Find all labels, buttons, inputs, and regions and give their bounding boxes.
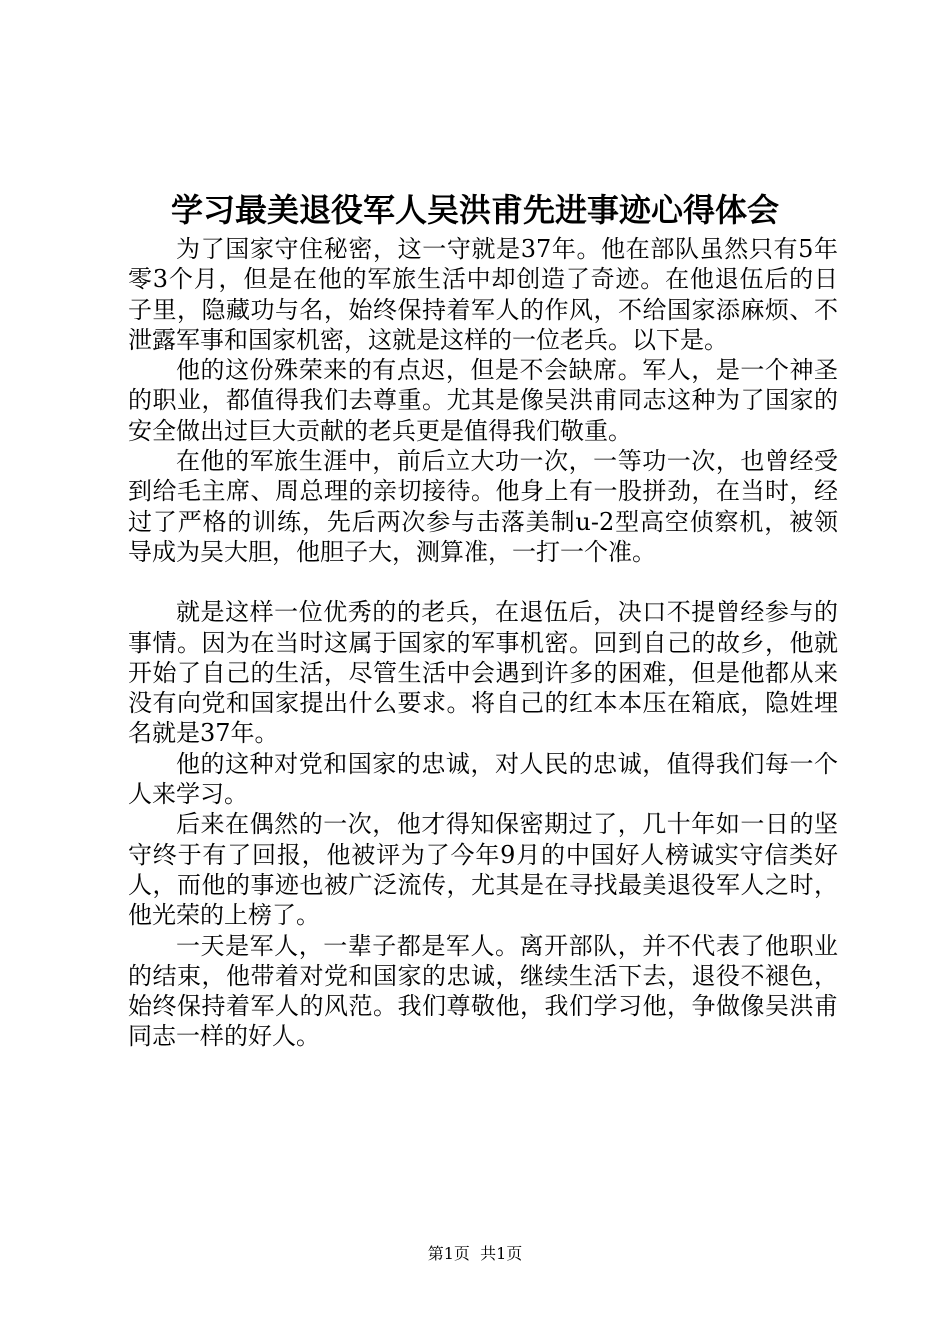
paragraph: 在他的军旅生涯中，前后立大功一次，一等功一次，也曾经受到给毛主席、周总理的亲切接待。他身上有一股拼劲，在当时，经过了严格的训练，先后两次参与击落美制u-2型高空侦察机，被领导成为吴大胆，他胆子大，测算准，一打一个准。: [128, 447, 838, 566]
document-title: 学习最美退役军人吴洪甫先进事迹心得体会: [170, 191, 779, 229]
paragraph: 他的这份殊荣来的有点迟，但是不会缺席。军人，是一个神圣的职业，都值得我们去尊重。尤其是像吴洪甫同志这种为了国家的安全做出过巨大贡献的老兵更是值得我们敬重。: [128, 356, 838, 445]
page-footer: [0, 1244, 950, 1264]
paragraph: 后来在偶然的一次，他才得知保密期过了，几十年如一日的坚守终于有了回报，他被评为了今年9月的中国好人榜诚实守信类好人，而他的事迹也被广泛流传，尤其是在寻找最美退役军人之时，他光荣的上榜了。: [128, 810, 838, 930]
paragraph: 一天是军人，一辈子都是军人。离开部队，并不代表了他职业的结束，他带着对党和国家的忠诚，继续生活下去，退役不褪色，始终保持着军人的风范。我们尊敬他，我们学习他，争做像吴洪甫同志一样的好人。: [128, 931, 838, 1051]
paragraph: 就是这样一位优秀的的老兵，在退伍后，决口不提曾经参与的事情。因为在当时这属于国家的军事机密。回到自己的故乡，他就开始了自己的生活，尽管生活中会遇到许多的困难，但是他都从来没有向党和国家提出什么要求。将自己的红本本压在箱底，隐姓埋名就是37年。: [128, 598, 838, 748]
paragraph: 他的这种对党和国家的忠诚，对人民的忠诚，值得我们每一个人来学习。: [128, 749, 838, 809]
paragraph: 为了国家守住秘密，这一守就是37年。他在部队虽然只有5年零3个月，但是在他的军旅生活中却创造了奇迹。在他退伍后的日子里，隐藏功与名，始终保持着军人的作风，不给国家添麻烦、不泄露军事和国家机密，这就是这样的一位老兵。以下是。: [128, 235, 838, 354]
page-number: 第1页 共1页: [427, 1244, 523, 1263]
document-body: [128, 234, 838, 1052]
